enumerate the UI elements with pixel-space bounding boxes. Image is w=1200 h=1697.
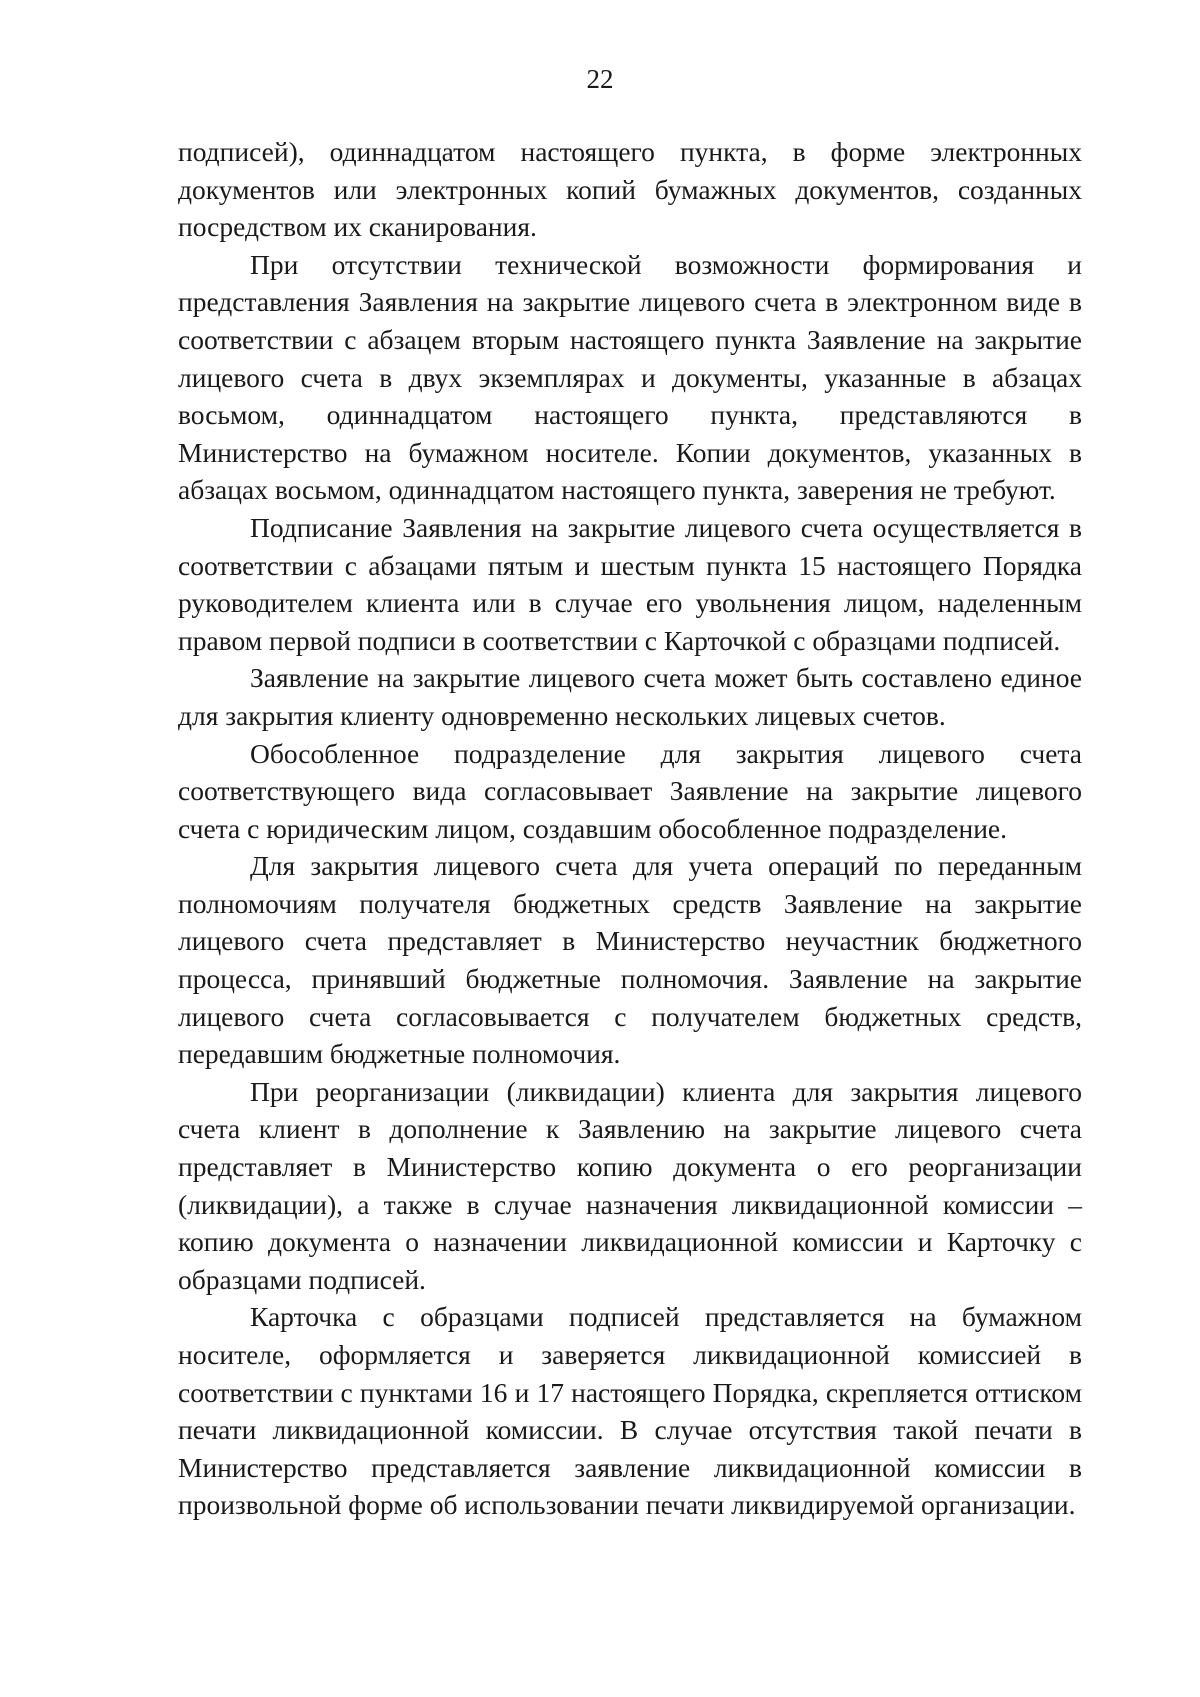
paragraph-reorganization: При реорганизации (ликвидации) клиента для закрытия лицевого счета клиент в дополнение к Заявлению на закрытие лицевого счета представляет в Министерство копию документа о его реорганизации (ликвидации), а также в случае назначения ликвидационной комиссии – копию документа о назначении ликвидационной комиссии и Карточку с образцами подписей.: [178, 1075, 1082, 1295]
paragraph-single-application: Заявление на закрытие лицевого счета может быть составлено единое для закрытия клиенту одновременно нескольких лицевых счетов.: [178, 662, 1082, 731]
document-body: [178, 133, 1082, 1524]
page-number: 22: [586, 64, 614, 94]
paragraph-signature-card: Карточка с образцами подписей представляется на бумажном носителе, оформляется и заверяется ликвидационной комиссией в соответствии с пунктами 16 и 17 настоящего Порядка, скрепляется оттиском печати ликвидационной комиссии. В случае отсутствия такой печати в Министерство представляется заявление ликвидационной комиссии в произвольной форме об использовании печати ликвидируемой организации.: [178, 1301, 1082, 1521]
paragraph-signing: Подписание Заявления на закрытие лицевого счета осуществляется в соответствии с абзацами пятым и шестым пункта 15 настоящего Порядка руководителем клиента или в случае его увольнения лицом, наделенным правом первой подписи в соответствии с Карточкой с образцами подписей.: [178, 511, 1082, 656]
paragraph-continuation: подписей), одиннадцатом настоящего пункта, в форме электронных документов или электронных копий бумажных документов, созданных посредством их сканирования.: [178, 136, 1082, 243]
paragraph-no-technical-possibility: При отсутствии технической возможности формирования и представления Заявления на закрытие лицевого счета в электронном виде в соответствии с абзацем вторым настоящего пункта Заявление на закрытие лицевого счета в двух экземплярах и документы, указанные в абзацах восьмом, одиннадцатом настоящего пункта, представляются в Министерство на бумажном носителе. Копии документов, указанных в абзацах восьмом, одиннадцатом настоящего пункта, заверения не требуют.: [178, 248, 1082, 506]
paragraph-separate-division: Обособленное подразделение для закрытия лицевого счета соответствующего вида согласовывает Заявление на закрытие лицевого счета с юридическим лицом, создавшим обособленное подразделение.: [178, 737, 1082, 844]
paragraph-transferred-powers: Для закрытия лицевого счета для учета операций по переданным полномочиям получателя бюджетных средств Заявление на закрытие лицевого счета представляет в Министерство неучастник бюджетного процесса, принявший бюджетные полномочия. Заявление на закрытие лицевого счета согласовывается с получателем бюджетных средств, передавшим бюджетные полномочия.: [178, 850, 1082, 1070]
